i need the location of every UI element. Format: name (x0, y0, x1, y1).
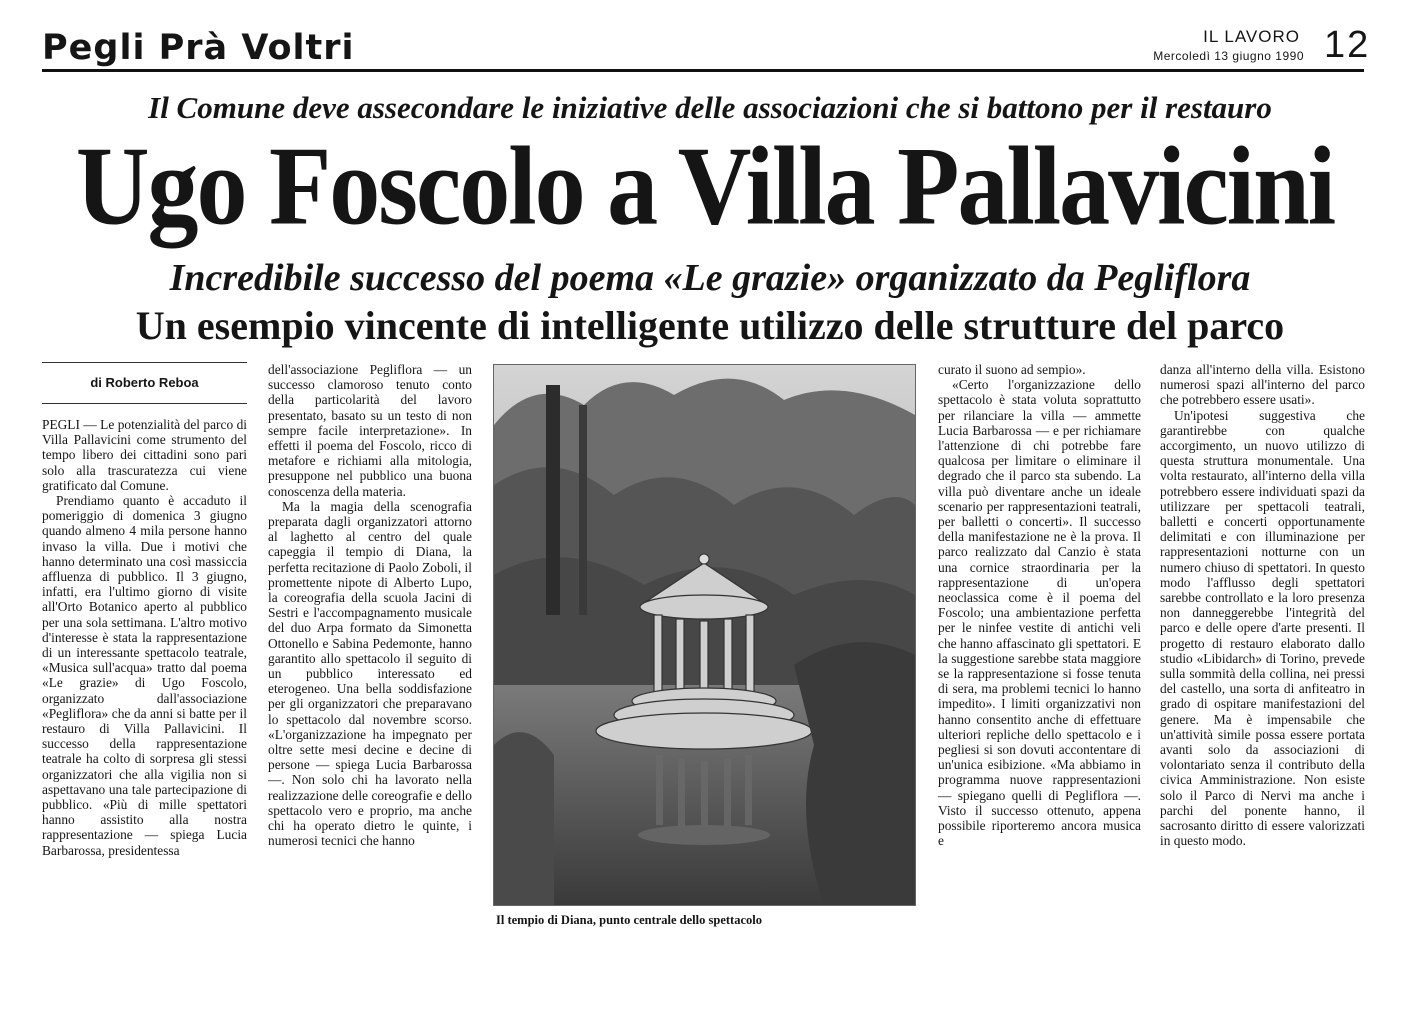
paragraph: PEGLI — Le potenzialità del parco di Villa Pallavicini come strumento del tempo libero dei cittadini sono pari solo alla trascuratezza cui viene gratificato dal Comune. (42, 417, 247, 493)
byline-box (42, 362, 247, 404)
article-subheadline-1: Incredibile successo del poema «Le grazie» organizzato da Pegliflora (169, 257, 1251, 299)
text-column-4 (1160, 362, 1365, 849)
article-kicker: Il Comune deve assecondare le iniziative delle associazioni che si battono per il restauro (148, 90, 1272, 125)
paragraph: «Certo l'organizzazione dello spettacolo è stata voluta soprattutto per rilanciare la villa — ammette Lucia Barbarossa — e per richiamare l'attenzione di chi potrebbe fare qualcosa per limitare o eliminare il degrado che il parco sta subendo. La villa può diventare anche un ideale scenario per rappresentazioni teatrali, per balletti o concerti». Il successo della manifestazione ne è la prova. Il parco realizzato dal Canzio è stata una cornice straordinaria per la rappresentazione di un'opera neoclassica come è il poema del Foscolo; una ambientazione perfetta per le ninfee vestite di antichi veli che hanno affascinato gli spettatori. E la suggestione sarebbe stata maggiore se la rappresentazione si fosse tenuta di sera, ma problemi tecnici lo hanno impedito». I limiti organizzativi non hanno consentito anche di effettuare ulteriori repliche dello spettacolo e i pegliesi si son dovuti accontentare di un'unica esibizione. «Ma abbiamo in programma nuove rappresentazioni — spiegano quelli di Pegliflora —. Visto il successo ottenuto, appena possibile riporteremo ancora musica e (938, 377, 1141, 849)
photo-illustration (494, 365, 915, 905)
paragraph: curato il suono ad sempio». (938, 362, 1086, 377)
paragraph: Un'ipotesi suggestiva che garantirebbe con qualche accorgimento, un nuovo utilizzo di questa struttura monumentale. Una volta restaurato, all'interno della villa potrebbero essere individuati spazi da utilizzare per spettacoli teatrali, balletti e concerti opportunamente delimitati e con illuminazione per rappresentazioni notturne con un numero chiuso di spettatori. In questo modo l'afflusso degli spettatori sarebbe controllato e la loro presenza non danneggerebbe l'integrità del parco e delle opere d'arte presenti. Il progetto di restauro elaborato dallo studio «Libidarch» di Torino, prevede sulla sommità della collina, nei pressi del castello, una sorta di anfiteatro in grado di ospitare manifestazioni del genere. Ma è impensabile che un'attività simile possa essere portata avanti solo da associazioni di volontariato senza il contributo della civica Amministrazione. Non esiste solo il Parco di Nervi ma anche i parchi del ponente hanno, il sacrosanto diritto di essere valorizzati in questo modo. (1160, 407, 1365, 849)
text-column-3 (938, 362, 1141, 849)
section-title: Pegli Prà Voltri (42, 28, 355, 68)
header-rule (42, 69, 1364, 72)
photo-caption: Il tempio di Diana, punto centrale dello spettacolo (496, 913, 762, 927)
article-subheadline-2: Un esempio vincente di intelligente utilizzo delle strutture del parco (135, 303, 1285, 348)
paragraph: dell'associazione Pegliflora — un successo clamoroso tenuto conto della particolarità del lavoro presentato, basato su un testo di non sempre facile interpretazione». In effetti il poema del Foscolo, ricco di metafore e richiami alla mitologia, presuppone nel pubblico una buona conoscenza della materia. (268, 362, 472, 499)
byline: di Roberto Reboa (90, 375, 199, 390)
paragraph: Ma la magia della scenografia preparata dagli organizzatori attorno al laghetto al centro del quale capeggia il tempio di Diana, la perfetta recitazione di Paolo Zoboli, il promettente nipote di Alberto Lupo, la coreografia della scuola Jacini di Sestri e l'accompagnamento musicale del duo Arpa formato da Simonetta Ottonello e Sabina Pedemonte, hanno garantito allo spettacolo il seguito di un pubblico interessato ed eterogeneo. Una bella soddisfazione per gli organizzatori che preparavano lo spettacolo dal novembre scorso. «L'organizzazione ha impegnato per oltre sette mesi decine e decine di persone — spiega Lucia Barbarossa —. Non solo chi ha lavorato nella realizzazione delle coreografie e dello spettacolo vero e proprio, ma anche chi ha operato dietro le quinte, i numerosi tecnici che hanno (268, 498, 472, 849)
text-column-1 (42, 417, 247, 858)
issue-date: Mercoledì 13 giugno 1990 (1153, 49, 1304, 63)
page-number: 12 (1324, 24, 1371, 66)
newspaper-name: IL LAVORO (1203, 27, 1300, 46)
photo-temple-of-diana (493, 364, 916, 906)
text-column-2 (268, 362, 472, 849)
article-headline: Ugo Foscolo a Villa Pallavicini (75, 124, 1335, 249)
paragraph: danza all'interno della villa. Esistono numerosi spazi all'interno del parco che potrebbero essere usati». (1160, 362, 1365, 408)
paragraph: Prendiamo quanto è accaduto il pomeriggio di domenica 3 giugno quando almeno 4 mila persone hanno invaso la villa. Due i motivi che hanno determinato una così massiccia affluenza di pubblico. Il 3 giugno, infatti, era l'ultimo giorno di visite all'Orto Botanico aperto al pubblico per una sola settimana. L'altro motivo d'interesse è stata la rappresentazione di un interessante spettacolo teatrale, «Musica sull'acqua» tratto dal poema «Le grazie» di Ugo Foscolo, organizzato dall'associazione «Pegliflora» che da anni si batte per il restauro di Villa Pallavicini. Il successo della rappresentazione teatrale ha colto di sorpresa gli stessi organizzatori che alla vigilia non si aspettavano una tale partecipazione di pubblico. «Più di mille spettatori hanno assistito alla nostra rappresentazione — spiega Lucia Barbarossa, presidentessa (42, 493, 247, 858)
